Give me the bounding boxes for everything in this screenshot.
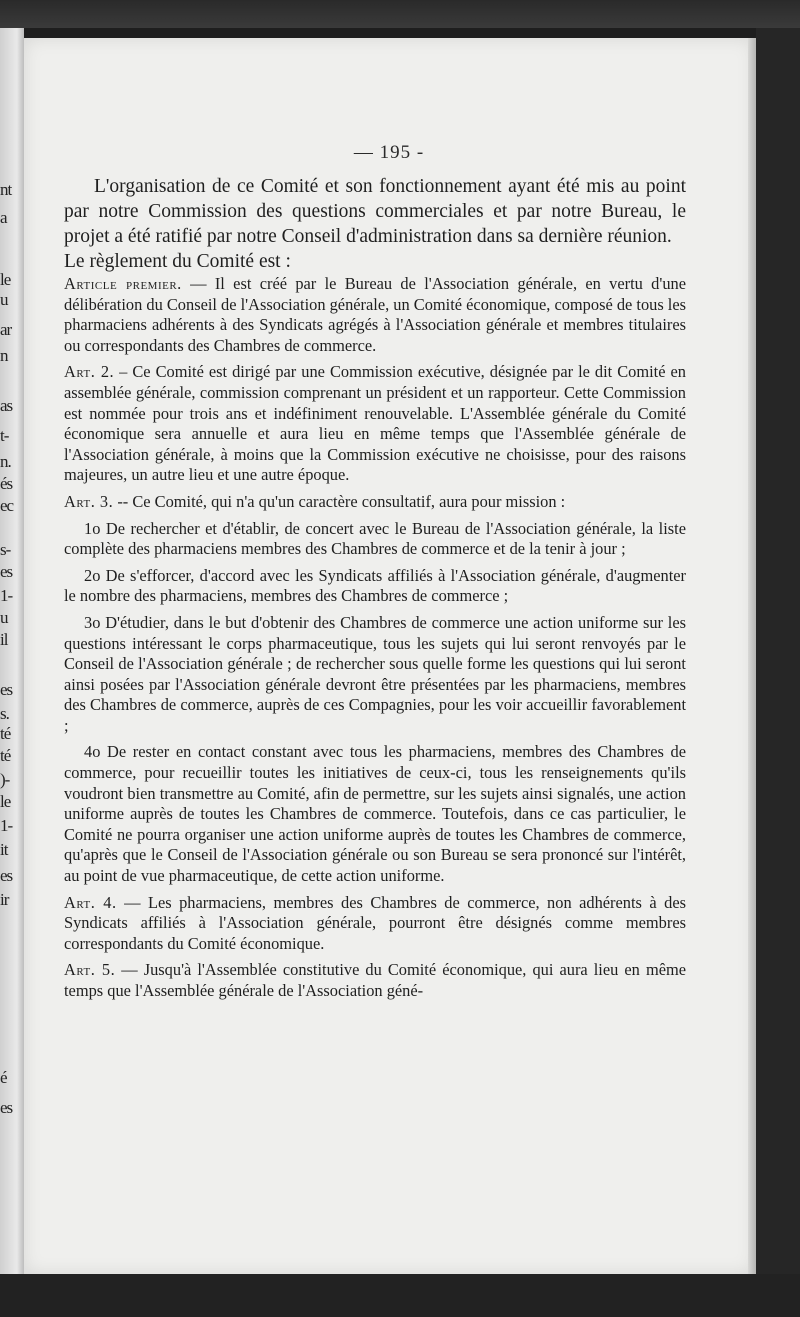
mission-item-2: 2o De s'efforcer, d'accord avec les Syndicats affiliés à l'Association générale, d'augmenter le nombre des pharmaciens, membres des Chambres de commerce ;	[64, 565, 686, 606]
adjacent-page-fragment: ir	[0, 890, 9, 909]
adjacent-page-fragment: es	[0, 1098, 13, 1117]
article-label: Article premier.	[64, 274, 182, 293]
adjacent-page-fragment: s.	[0, 704, 9, 723]
article-1	[64, 274, 686, 356]
adjacent-page-fragment: u	[0, 608, 8, 627]
scan-top-border	[0, 0, 800, 28]
adjacent-page-fragment: 1-	[0, 816, 13, 835]
adjacent-page-fragment: é	[0, 1068, 7, 1087]
article-text: — Jusqu'à l'Assemblée constitutive du Comité économique, qui aura lieu en même temps que l'Assemblée générale de l'Association géné-	[64, 960, 686, 1000]
adjacent-page-fragment: es	[0, 866, 13, 885]
article-4	[64, 893, 686, 955]
article-text: — Les pharmaciens, membres des Chambres de commerce, non adhérents à des Syndicats affiliés à l'Association générale, pourront être désignés comme membres correspondants du Comité économique.	[64, 892, 686, 953]
adjacent-page-fragment: nt	[0, 180, 12, 199]
article-label: Art. 4.	[64, 892, 117, 912]
adjacent-page-fragment: a	[0, 208, 7, 227]
adjacent-page-edge	[0, 28, 24, 1298]
article-text: – Ce Comité est dirigé par une Commission exécutive, désignée par le dit Comité en assemblée générale, commission comprenant un président et un rapporteur. Cette Commission est nommée pour trois ans et indéfiniment renouvelable. L'Assemblée générale du Comité économique sera annuelle et aura lieu en même temps que l'Assemblée générale de l'Association générale, à moins que la Commission exécutive ne choisisse, pour des raisons majeures, un autre lieu et une autre époque.	[64, 362, 686, 485]
article-label: Art. 3.	[64, 491, 114, 511]
intro-section	[64, 174, 686, 274]
adjacent-page-fragment: u	[0, 290, 8, 309]
adjacent-page-fragment: ar	[0, 320, 12, 339]
article-label: Art. 5.	[64, 960, 116, 980]
adjacent-page-fragment: té	[0, 724, 11, 743]
adjacent-page-fragment: t-	[0, 426, 9, 445]
mission-item-4: 4o De rester en contact constant avec tous les pharmaciens, membres des Chambres de commerce, pour recueillir toutes les initiatives de ceux-ci, tous les renseignements qu'ils voudront bien transmettre au Comité, afin de permettre, sur les sujets ainsi signalés, une action uniforme auprès de toutes les Chambres de commerce. Toutefois, dans ce cas particulier, le Comité ne pourra organiser une action uniforme auprès de toutes les Chambres de commerce, qu'après que le Conseil de l'Association générale ou son Bureau se sera prononcé sur l'intérêt, au point de vue pharmaceutique, de cette action uniforme.	[64, 742, 686, 886]
scan-right-border	[756, 28, 800, 1317]
adjacent-page-fragment: le	[0, 270, 11, 289]
adjacent-page-fragment: le	[0, 792, 11, 811]
article-5	[64, 960, 686, 1001]
mission-item-3: 3o D'étudier, dans le but d'obtenir des Chambres de commerce une action uniforme sur les questions intéressant le corps pharmaceutique, tous les sujets qui lui seront renvoyés par le Conseil de l'Association générale ; de rechercher sous quelle forme les questions qui lui seront ainsi posées par l'Association générale devront être présentées par les pharmaciens, membres des Chambres de commerce, auprès de ces Compagnies, pour les voir accueillir favorablement ;	[64, 612, 686, 735]
mission-item-1: 1o De rechercher et d'établir, de concert avec le Bureau de l'Association générale, la liste complète des pharmaciens membres des Chambres de commerce et de la tenir à jour ;	[64, 518, 686, 559]
adjacent-page-fragment: és	[0, 474, 13, 493]
adjacent-page-fragment: n.	[0, 452, 11, 471]
page-right-edge	[748, 38, 756, 1274]
adjacent-page-fragment: ec	[0, 496, 14, 515]
adjacent-page-fragment: s-	[0, 540, 11, 559]
adjacent-page-fragment: n	[0, 346, 8, 365]
document-page	[24, 38, 754, 1274]
article-text: -- Ce Comité, qui n'a qu'un caractère consultatif, aura pour mission :	[113, 491, 566, 511]
intro-paragraph: L'organisation de ce Comité et son fonctionnement ayant été mis au point par notre Commission des questions commerciales et par notre Bureau, le projet a été ratifié par notre Conseil d'administration dans sa dernière réunion.	[64, 176, 686, 247]
article-2	[64, 362, 686, 486]
adjacent-page-fragment: té	[0, 746, 11, 765]
page-number: — 195 -	[353, 142, 425, 163]
adjacent-page-fragment: it	[0, 840, 8, 859]
reglement-heading: Le règlement du Comité est :	[64, 251, 291, 272]
article-3	[64, 492, 686, 513]
adjacent-page-fragment: es	[0, 562, 13, 581]
scan-bottom-border	[0, 1274, 800, 1317]
article-label: Art. 2.	[64, 362, 115, 382]
adjacent-page-fragment: 1-	[0, 586, 13, 605]
adjacent-page-fragment: as	[0, 396, 13, 415]
adjacent-page-fragment: es	[0, 680, 13, 699]
page-body	[64, 174, 686, 1008]
article-text: — Il est créé par le Bureau de l'Association générale, en vertu d'une délibération du Conseil de l'Association générale, un Comité économique, composé de tous les pharmaciens adhérents à des Syndicats agrégés à l'Association générale et membres titulaires ou correspondants des Chambres de commerce.	[64, 274, 687, 355]
adjacent-page-fragment: il	[0, 630, 8, 649]
adjacent-page-fragment: )-	[0, 770, 10, 789]
